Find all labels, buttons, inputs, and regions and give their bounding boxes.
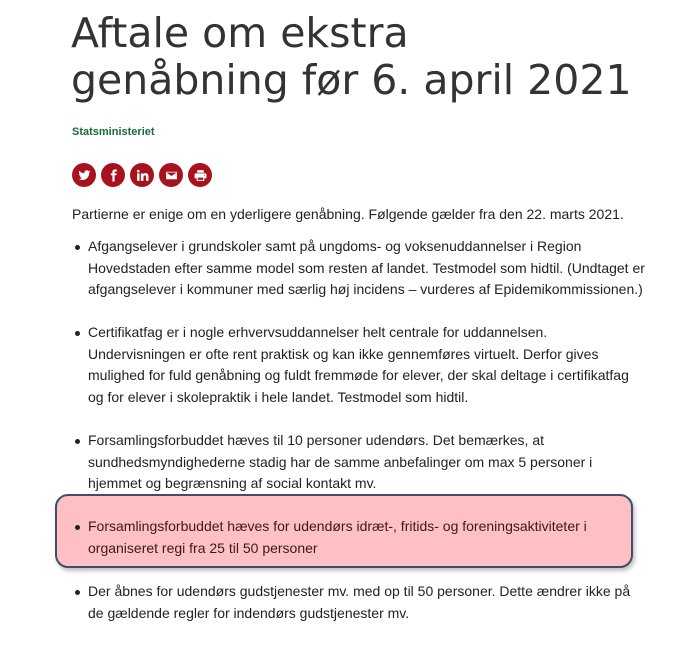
list-item-line: de gældende regler for indendørs gudstjenester mv. (88, 604, 410, 621)
email-icon (165, 169, 178, 182)
list-item-highlighted (72, 516, 640, 559)
bullet-dot (75, 245, 80, 250)
list-item (72, 581, 640, 624)
bullet-dot (75, 590, 80, 595)
page-title-line: Aftale om ekstra (71, 9, 409, 57)
list-item-line: Afgangselever i grundskoler samt på ungdoms- og voksenuddannelser i Region (88, 238, 582, 254)
list-item-line: Undervisningen er ofte rent praktisk og kan ikke gennemføres virtuelt. Derfor gives (88, 345, 599, 362)
linkedin-icon (136, 169, 149, 182)
print-button[interactable] (188, 163, 212, 187)
share-email-button[interactable] (159, 163, 183, 187)
bullet-dot (75, 525, 80, 530)
share-twitter-button[interactable] (72, 163, 96, 187)
list-item-line: og for elever i skolepraktik i hele landet. Testmodel som hidtil. (88, 388, 469, 405)
bullet-dot (75, 439, 80, 444)
intro-paragraph: Partierne er enige om en yderligere genåbning. Følgende gælder fra den 22. marts 2021. (72, 206, 624, 222)
list-item (72, 236, 645, 301)
list-item-line: organiseret regi fra 25 til 50 personer (88, 539, 318, 556)
share-linkedin-button[interactable] (130, 163, 154, 187)
facebook-icon (107, 169, 120, 182)
list-item (72, 322, 640, 408)
list-item-line: hjemmet og begrænsning af social kontakt mv. (88, 475, 377, 491)
page-title (71, 10, 632, 104)
list-item-line: Forsamlingsforbuddet hæves til 10 personer udendørs. Det bemærkes, at (88, 432, 544, 448)
source-link[interactable]: Statsministeriet (72, 126, 155, 138)
list-item-line: mulighed for fuld genåbning og fuldt fremmøde for elever, der skal deltage i certifikatfag (88, 367, 629, 383)
list-item-line: sundhedsmyndighederne stadig har de samme anbefalinger om max 5 personer i (88, 453, 593, 470)
list-item-line: Der åbnes for udendørs gudstjenester mv. med op til 50 personer. Dette ændrer ikke på (88, 583, 631, 599)
list-item-line: afgangselever i kommuner med særlig høj incidens – vurderes af Epidemikommissionen.) (88, 281, 643, 297)
twitter-icon (78, 169, 91, 182)
list-item-line: Forsamlingsforbuddet hæves for udendørs idræt-, fritids- og foreningsaktiviteter i (88, 518, 587, 534)
print-icon (194, 169, 207, 182)
list-item (72, 430, 640, 495)
list-item-line: Certifikatfag er i nogle erhvervsuddannelser helt centrale for uddannelsen. (88, 324, 548, 340)
page-title-line: genåbning før 6. april 2021 (71, 56, 632, 104)
list-item-line: Hovedstaden efter samme model som resten af landet. Testmodel som hidtil. (Undtaget er (88, 259, 645, 276)
share-bar (72, 163, 212, 187)
share-facebook-button[interactable] (101, 163, 125, 187)
bullet-dot (75, 331, 80, 336)
